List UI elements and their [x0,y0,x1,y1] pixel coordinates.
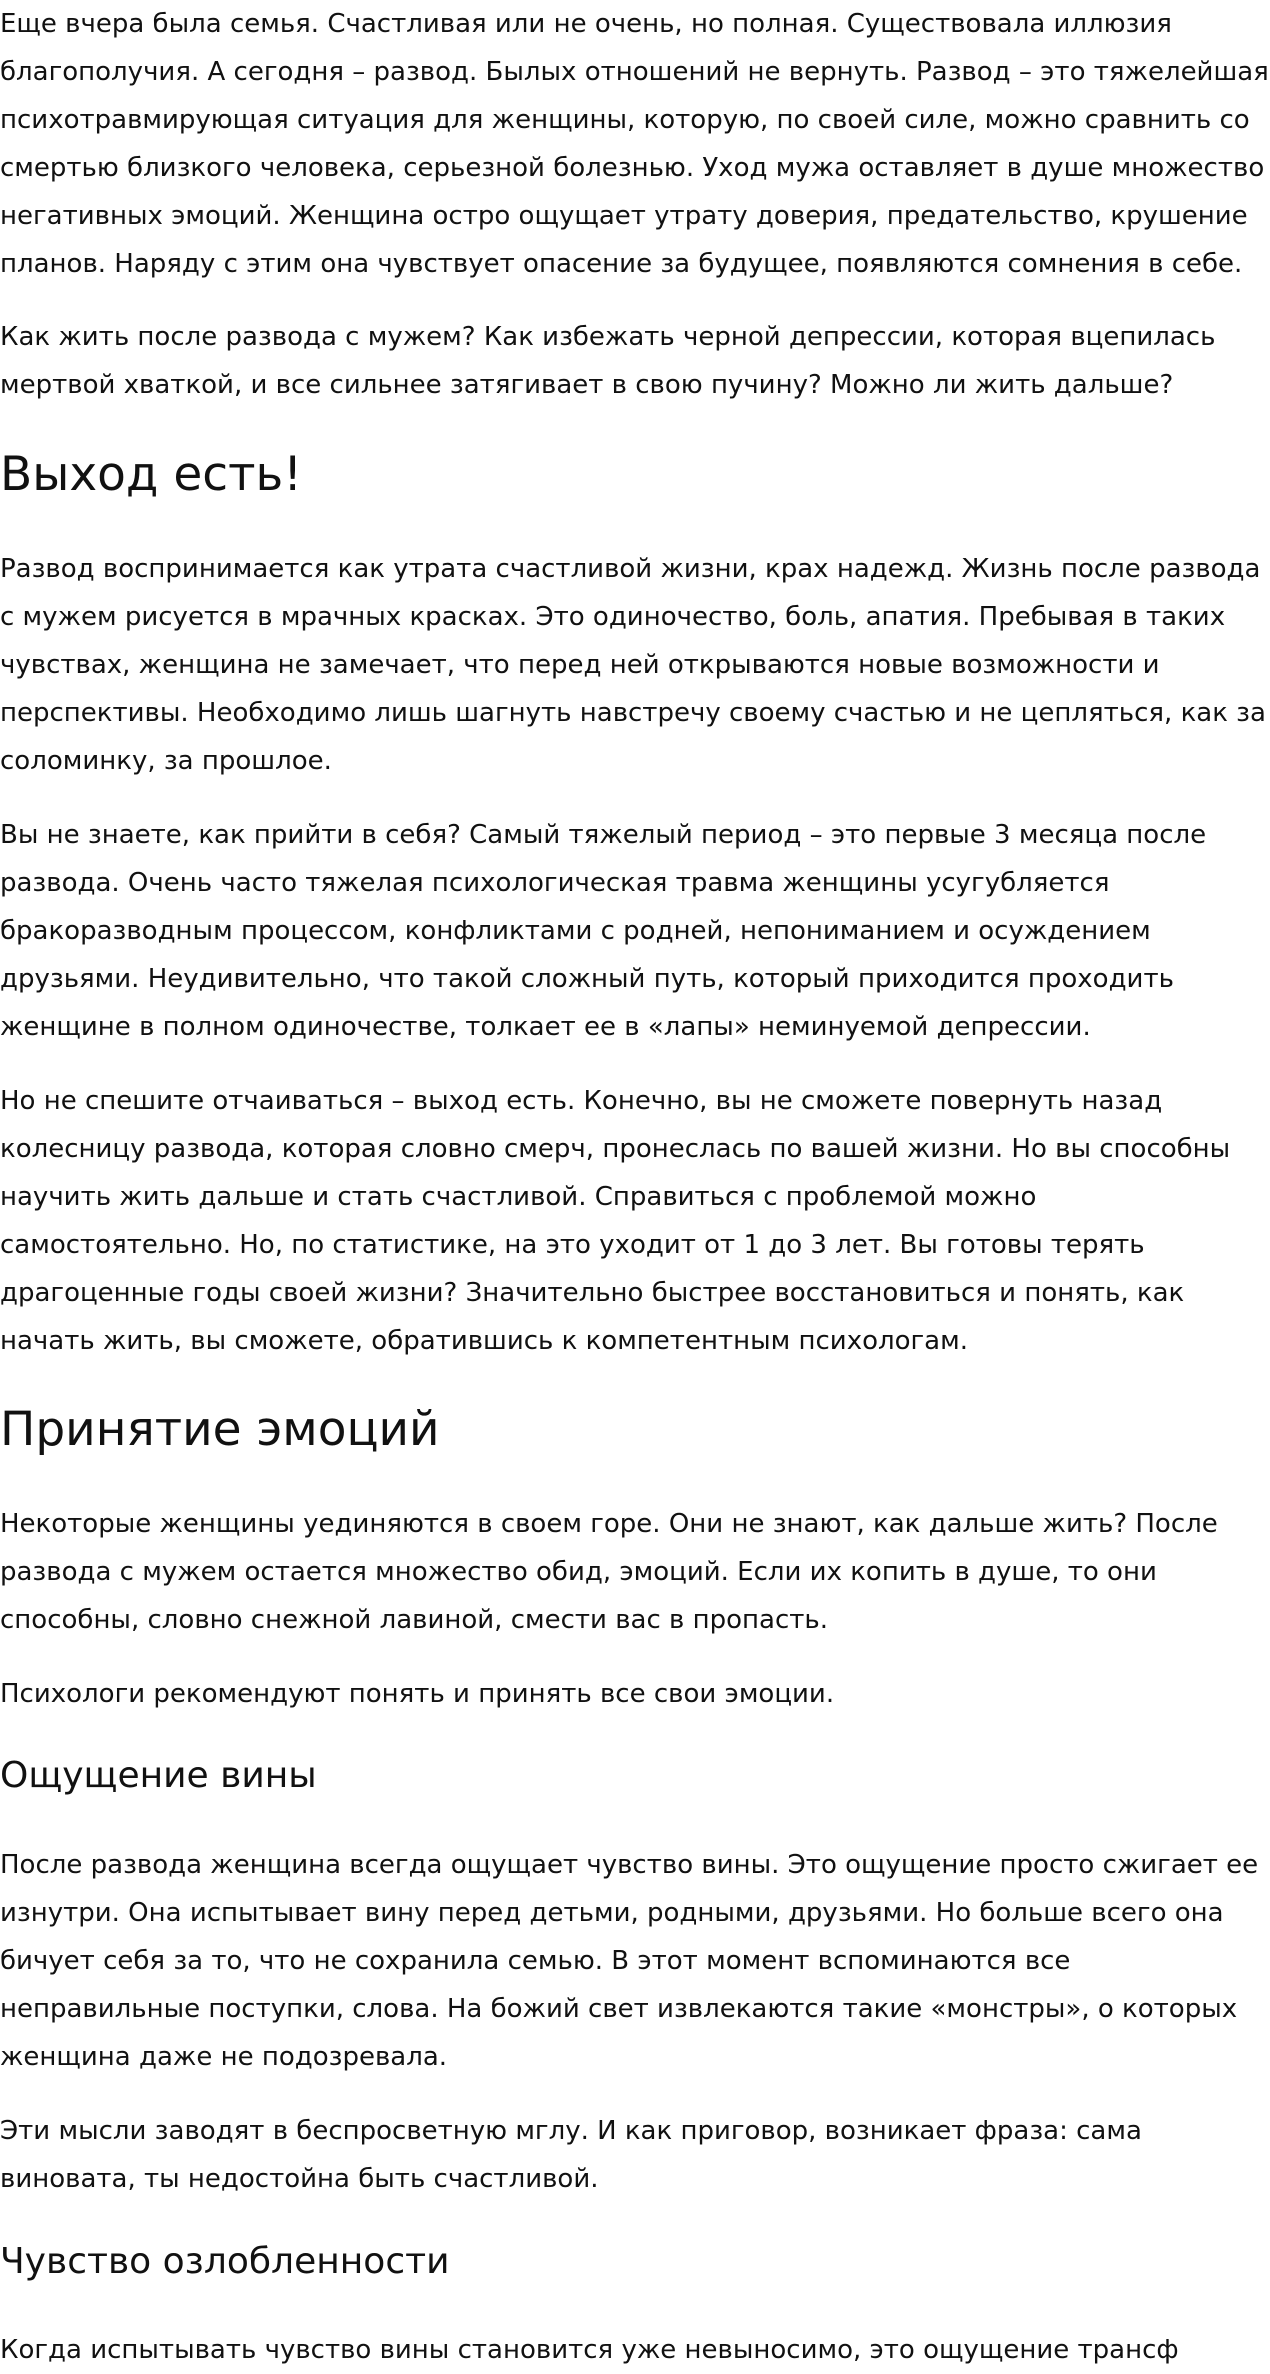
section-heading-emotions [0,1402,1270,1458]
text-line: Психологи рекомендуют понять и принять все свои эмоции. [0,1679,835,1709]
text-line: женщине в полном одиночестве, толкает ее в «лапы» неминуемой депрессии. [0,1012,1091,1042]
text-line: развода с мужем остается множество обид, эмоций. Если их копить в душе, то они [0,1557,1157,1587]
paragraph-questions [0,313,1270,409]
text-line: Еще вчера была семья. Счастливая или не очень, но полная. Существовала иллюзия [0,9,1172,39]
text-line: соломинку, за прошлое. [0,746,332,776]
text-line: развода. Очень часто тяжелая психологическая травма женщины усугубляется [0,868,1110,898]
text-line: мертвой хваткой, и все сильнее затягивает в свою пучину? Можно ли жить дальше? [0,370,1174,400]
text-line: неправильные поступки, слова. На божий свет извлекаются такие «монстры», о которых [0,1994,1238,2024]
text-line: виновата, ты недостойна быть счастливой. [0,2164,599,2194]
text-line: изнутри. Она испытывает вину перед детьми, родными, друзьями. Но больше всего она [0,1898,1224,1928]
text-line: Некоторые женщины уединяются в своем горе. Они не знают, как дальше жить? После [0,1509,1218,1539]
paragraph-anger [0,2326,1270,2374]
paragraph-verdict [0,2107,1270,2203]
paragraph-loss [0,545,1270,785]
heading-anger: Чувство озлобленности [0,2241,450,2282]
heading-exit: Выход есть! [0,447,303,502]
text-line: После развода женщина всегда ощущает чувство вины. Это ощущение просто сжигает ее [0,1850,1259,1880]
paragraph-guilt [0,1841,1270,2081]
text-line: друзьями. Неудивительно, что такой сложный путь, который приходится проходить [0,964,1174,994]
text-line: бракоразводным процессом, конфликтами с родней, непониманием и осуждением [0,916,1151,946]
paragraph-dont-despair [0,1077,1270,1365]
paragraph-recommendation [0,1670,1270,1718]
paragraph-hard-period [0,811,1270,1051]
text-line: способны, словно снежной лавиной, смести вас в пропасть. [0,1605,828,1635]
text-line: планов. Наряду с этим она чувствует опасение за будущее, появляются сомнения в себе. [0,249,1243,279]
subsection-heading-guilt [0,1753,1270,1799]
text-line: психотравмирующая ситуация для женщины, которую, по своей силе, можно сравнить со [0,105,1250,135]
text-line: бичует себя за то, что не сохранила семью. В этот момент вспоминаются все [0,1946,1071,1976]
text-line: самостоятельно. Но, по статистике, на это уходит от 1 до 3 лет. Вы готовы терять [0,1230,1145,1260]
text-line: Когда испытывать чувство вины становится уже невыносимо, это ощущение трансф [0,2335,1179,2365]
text-line: начать жить, вы сможете, обратившись к компетентным психологам. [0,1326,968,1356]
text-line: Но не спешите отчаиваться – выход есть. Конечно, вы не сможете повернуть назад [0,1086,1163,1116]
paragraph-intro [0,0,1270,288]
text-line: женщина даже не подозревала. [0,2042,448,2072]
heading-emotions: Принятие эмоций [0,1402,440,1457]
text-line: Развод воспринимается как утрата счастливой жизни, крах надежд. Жизнь после развода [0,554,1261,584]
text-line: с мужем рисуется в мрачных красках. Это одиночество, боль, апатия. Пребывая в таких [0,602,1226,632]
paragraph-isolation [0,1500,1270,1644]
text-line: Как жить после развода с мужем? Как избежать черной депрессии, которая вцепилась [0,322,1216,352]
heading-guilt: Ощущение вины [0,1755,317,1796]
text-line: перспективы. Необходимо лишь шагнуть навстречу своему счастью и не цепляться, как за [0,698,1266,728]
text-line: благополучия. А сегодня – развод. Былых отношений не вернуть. Развод – это тяжелейшая [0,57,1269,87]
text-line: Вы не знаете, как прийти в себя? Самый тяжелый период – это первые 3 месяца после [0,820,1207,850]
text-line: научить жить дальше и стать счастливой. Справиться с проблемой можно [0,1182,1037,1212]
section-heading-exit [0,447,1270,503]
text-line: смертью близкого человека, серьезной болезнью. Уход мужа оставляет в душе множество [0,153,1265,183]
text-line: драгоценные годы своей жизни? Значительно быстрее восстановиться и понять, как [0,1278,1185,1308]
text-line: чувствах, женщина не замечает, что перед ней открываются новые возможности и [0,650,1160,680]
text-line: Эти мысли заводят в беспросветную мглу. И как приговор, возникает фраза: сама [0,2116,1142,2146]
text-line: колесницу развода, которая словно смерч, пронеслась по вашей жизни. Но вы способны [0,1134,1231,1164]
text-line: негативных эмоций. Женщина остро ощущает утрату доверия, предательство, крушение [0,201,1248,231]
subsection-heading-anger [0,2239,1270,2285]
